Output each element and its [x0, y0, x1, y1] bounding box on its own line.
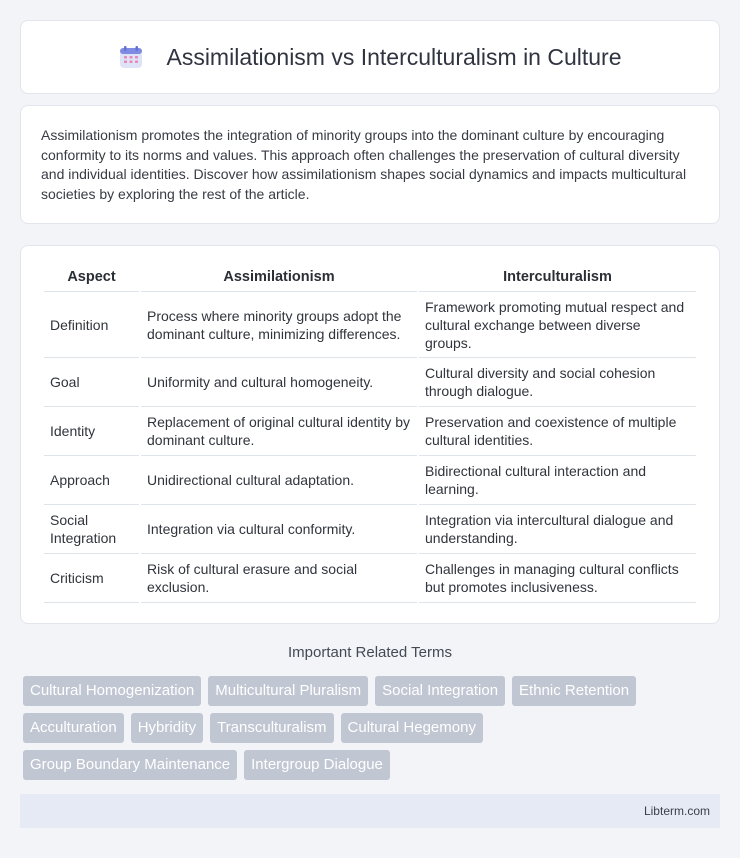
table-row	[44, 456, 696, 505]
table-row	[44, 554, 696, 603]
aspect-cell: Criticism	[44, 554, 139, 603]
comparison-table	[42, 262, 698, 603]
assimilationism-cell: Unidirectional cultural adaptation.	[141, 456, 417, 505]
interculturalism-cell: Cultural diversity and social cohesion through dialogue.	[419, 358, 696, 407]
related-term-tag[interactable]: Transculturalism	[210, 713, 333, 743]
column-header-interculturalism: Interculturalism	[419, 262, 696, 292]
tag-row	[23, 713, 723, 743]
tag-row	[23, 676, 723, 706]
related-term-tag[interactable]: Ethnic Retention	[512, 676, 636, 706]
assimilationism-cell: Risk of cultural erasure and social exclusion.	[141, 554, 417, 603]
site-name[interactable]: Libterm.com	[643, 804, 710, 818]
related-term-tag[interactable]: Intergroup Dialogue	[244, 750, 390, 780]
related-term-tag[interactable]: Cultural Hegemony	[341, 713, 483, 743]
table-row	[44, 505, 696, 554]
header-card	[20, 20, 720, 94]
related-terms-heading: Important Related Terms	[288, 644, 452, 661]
calendar-icon	[118, 44, 144, 70]
table-row	[44, 292, 696, 358]
footer	[20, 794, 720, 828]
page-title: Assimilationism vs Interculturalism in Culture	[166, 43, 622, 70]
aspect-cell: Identity	[44, 407, 139, 456]
comparison-card	[20, 245, 720, 624]
aspect-cell: Goal	[44, 358, 139, 407]
column-header-aspect: Aspect	[44, 262, 139, 292]
related-term-tag[interactable]: Multicultural Pluralism	[208, 676, 368, 706]
related-term-tag[interactable]: Hybridity	[131, 713, 203, 743]
assimilationism-cell: Process where minority groups adopt the dominant culture, minimizing differences.	[141, 292, 417, 358]
aspect-cell: Approach	[44, 456, 139, 505]
table-row	[44, 407, 696, 456]
table-header-row	[44, 262, 696, 292]
tag-row	[23, 750, 723, 780]
related-term-tag[interactable]: Acculturation	[23, 713, 124, 743]
interculturalism-cell: Preservation and coexistence of multiple cultural identities.	[419, 407, 696, 456]
aspect-cell: Definition	[44, 292, 139, 358]
interculturalism-cell: Framework promoting mutual respect and cultural exchange between diverse groups.	[419, 292, 696, 358]
related-terms-list	[23, 676, 723, 787]
assimilationism-cell: Uniformity and cultural homogeneity.	[141, 358, 417, 407]
intro-paragraph: Assimilationism promotes the integration of minority groups into the dominant culture by encouraging conformity to its norms and values. This approach often challenges the preservation of cultural diversity and individual identities. Discover how assimilationism shapes social dynamics and impacts multicultural societies by exploring the rest of the article.	[41, 127, 687, 202]
related-term-tag[interactable]: Cultural Homogenization	[23, 676, 201, 706]
related-term-tag[interactable]: Social Integration	[375, 676, 505, 706]
related-term-tag[interactable]: Group Boundary Maintenance	[23, 750, 237, 780]
assimilationism-cell: Replacement of original cultural identity by dominant culture.	[141, 407, 417, 456]
interculturalism-cell: Integration via intercultural dialogue and understanding.	[419, 505, 696, 554]
interculturalism-cell: Challenges in managing cultural conflicts but promotes inclusiveness.	[419, 554, 696, 603]
interculturalism-cell: Bidirectional cultural interaction and learning.	[419, 456, 696, 505]
aspect-cell: Social Integration	[44, 505, 139, 554]
column-header-assimilationism: Assimilationism	[141, 262, 417, 292]
table-row	[44, 358, 696, 407]
intro-card	[20, 105, 720, 224]
assimilationism-cell: Integration via cultural conformity.	[141, 505, 417, 554]
